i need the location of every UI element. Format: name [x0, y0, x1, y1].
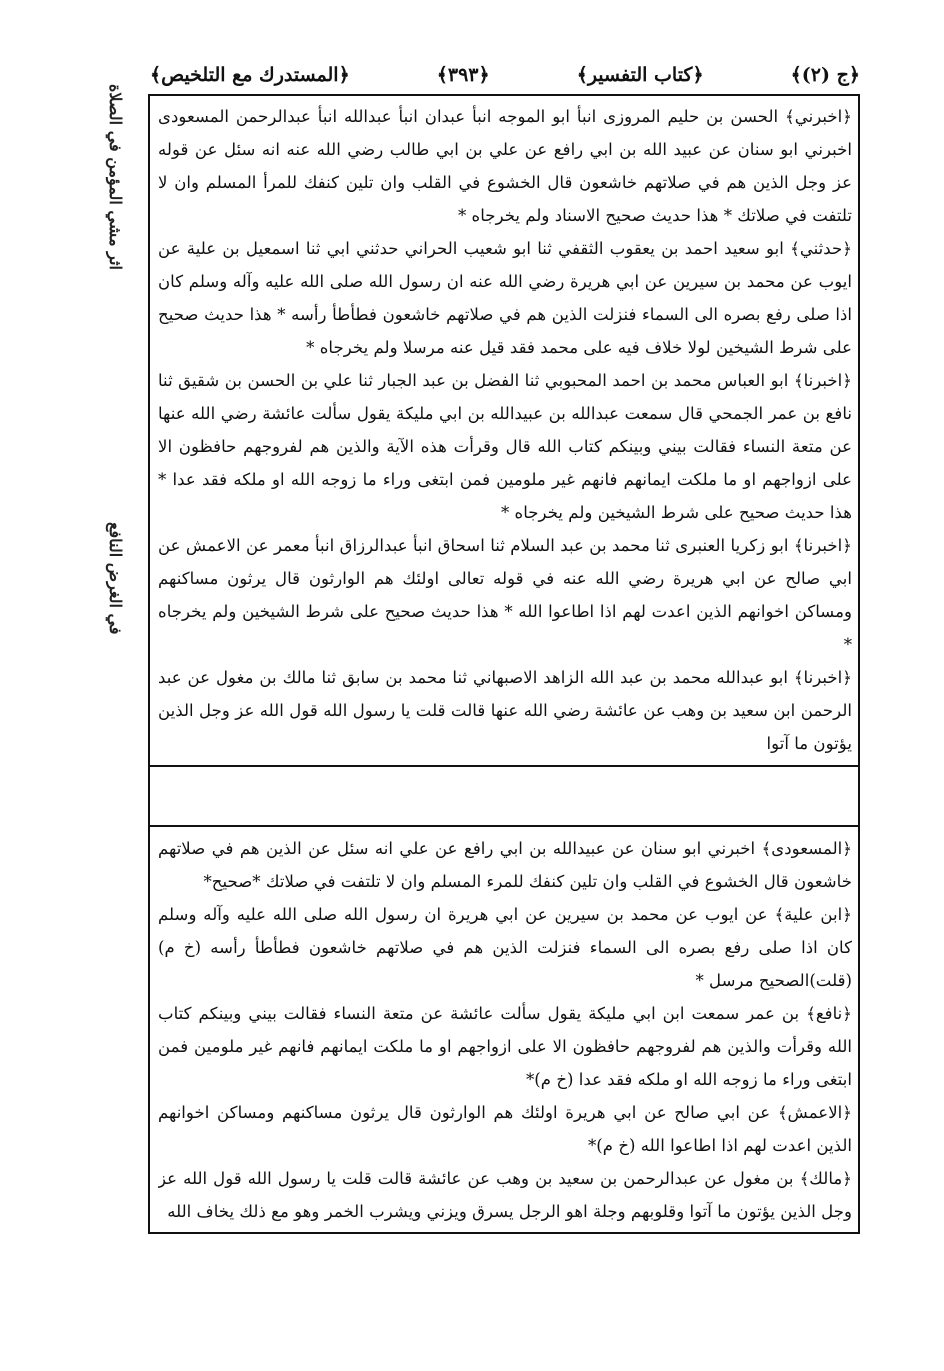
- hadith-paragraph: ﴿اخبرنا﴾ ابو العباس محمد بن احمد المحبوبي ثنا الفضل بن عبد الجبار ثنا علي بن الحسن بن شقيق ثنا نافع بن عمر الجمحي قال سمعت عبدالله بن عبيدالله بن ابي مليكة يقول سألت عائشة رضي الله عنها عن متعة النساء فقالت بيني وبينكم كتاب الله قال وقرأت هذه الآية والذين هم لفروجهم حافظون الا على ازواجهم او ما ملكت ايمانهم فانهم غير ملومين فمن ابتغى وراء ما زوجه الله او ملكه فقد عدا * هذا حديث صحيح على شرط الشيخين ولم يخرجاه *: [158, 371, 852, 522]
- summary-paragraph: ﴿الاعمش﴾ عن ابي صالح عن ابي هريرة اولئك هم الوارثون قال يرثون مساكنهم ومساكن اخوانهم الذين اعدت لهم اذا اطاعوا الله (خ م)*: [158, 1103, 852, 1155]
- summary-paragraph: ﴿المسعودى﴾ اخبرني ابو سنان عن عبيدالله بن ابي رافع عن علي انه سئل عن الذين هم في صلاتهم خاشعون قال الخشوع في القلب وان تلين كنفك للمرء المسلم وان لا تلتفت في صلاتك *صحيح*: [158, 839, 852, 891]
- volume-label: ﴿ج (٢)﴾: [790, 64, 860, 86]
- summary-paragraph: ﴿مالك﴾ بن مغول عن عبدالرحمن بن سعيد بن وهب عن عائشة قالت قلت يا رسول الله قول الله عز وجل الذين يؤتون ما آتوا وقلوبهم وجلة اهو الرجل يسرق ويزني ويشرب الخمر وهو مع ذلك يخاف الله: [158, 1169, 852, 1221]
- hadith-paragraph: ﴿اخبرني﴾ الحسن بن حليم المروزى انبأ ابو الموجه انبأ عبدان انبأ عبدالله انبأ عبدالرحمن المسعودى اخبرني ابو سنان عن عبيد الله بن ابي رافع عن علي بن ابي طالب رضي الله عنه انه سئل عن قوله عز وجل الذين هم في صلاتهم خاشعون قال الخشوع في القلب وان تلين كنفك للمرأ المسلم وان لا تلتفت في صلاتك * هذا حديث صحيح الاسناد ولم يخرجاه *: [158, 107, 852, 225]
- margin-note: في الغرض النافع: [106, 522, 125, 635]
- section-divider: [150, 765, 858, 767]
- main-text: [158, 100, 852, 762]
- book-title: ﴿المستدرك مع التلخيص﴾: [150, 64, 350, 86]
- section-divider: [150, 825, 858, 827]
- section-title: ﴿كتاب التفسير﴾: [576, 64, 704, 86]
- hadith-paragraph: ﴿اخبرنا﴾ ابو زكريا العنبرى ثنا محمد بن عبد السلام ثنا اسحاق انبأ عبدالرزاق انبأ معمر عن الاعمش عن ابي صالح عن ابي هريرة رضي الله عنه في قوله تعالى اولئك هم الوارثون قال يرثون مساكنهم ومساكن اخوانهم الذين اعدت لهم اذا اطاعوا الله * هذا حديث صحيح على شرط الشيخين ولم يخرجاه *: [158, 536, 852, 654]
- page-header: [150, 58, 860, 92]
- hadith-paragraph: ﴿حدثني﴾ ابو سعيد احمد بن يعقوب الثقفي ثنا ابو شعيب الحراني حدثني ابي ثنا اسمعيل بن علية عن ايوب عن محمد بن سيرين عن ابي هريرة رضي الله عنه ان رسول الله صلى الله عليه وآله وسلم كان اذا صلى رفع بصره الى السماء فنزلت الذين هم في صلاتهم خاشعون فطأطأ رأسه * هذا حديث صحيح على شرط الشيخين لولا خلاف فيه على محمد فقد قيل عنه مرسلا ولم يخرجاه *: [158, 239, 852, 357]
- page-number: ﴿٣٩٣﴾: [436, 64, 490, 86]
- summary-paragraph: ﴿ابن علية﴾ عن ايوب عن محمد بن سيرين عن ابي هريرة ان رسول الله صلى الله عليه وآله وسلم كان اذا صلى رفع بصره الى السماء فنزلت الذين هم في صلاتهم خاشعون فطأطأ رأسه (خ م) (قلت)الصحيح مرسل *: [158, 905, 852, 990]
- margin-note: اثر مشي المؤمن في الصلاة: [106, 84, 125, 270]
- summary-paragraph: ﴿نافع﴾ بن عمر سمعت ابن ابي مليكة يقول سألت عائشة عن متعة النساء فقالت بيني وبينكم كتاب الله وقرأت والذين هم لفروجهم حافظون الا على ازواجهم او ما ملكت ايمانهم فانهم غير ملومين فمن ابتغى وراء ما زوجه الله او ملكه فقد عدا (خ م)*: [158, 1004, 852, 1089]
- hadith-paragraph: ﴿اخبرنا﴾ ابو عبدالله محمد بن عبد الله الزاهد الاصبهاني ثنا محمد بن سابق ثنا مالك بن مغول عن عبد الرحمن ابن سعيد بن وهب عن عائشة رضي الله عنها قالت قلت يا رسول الله قول الله عز وجل الذين يؤتون ما آتوا: [158, 668, 852, 753]
- summary-text: [158, 832, 852, 1227]
